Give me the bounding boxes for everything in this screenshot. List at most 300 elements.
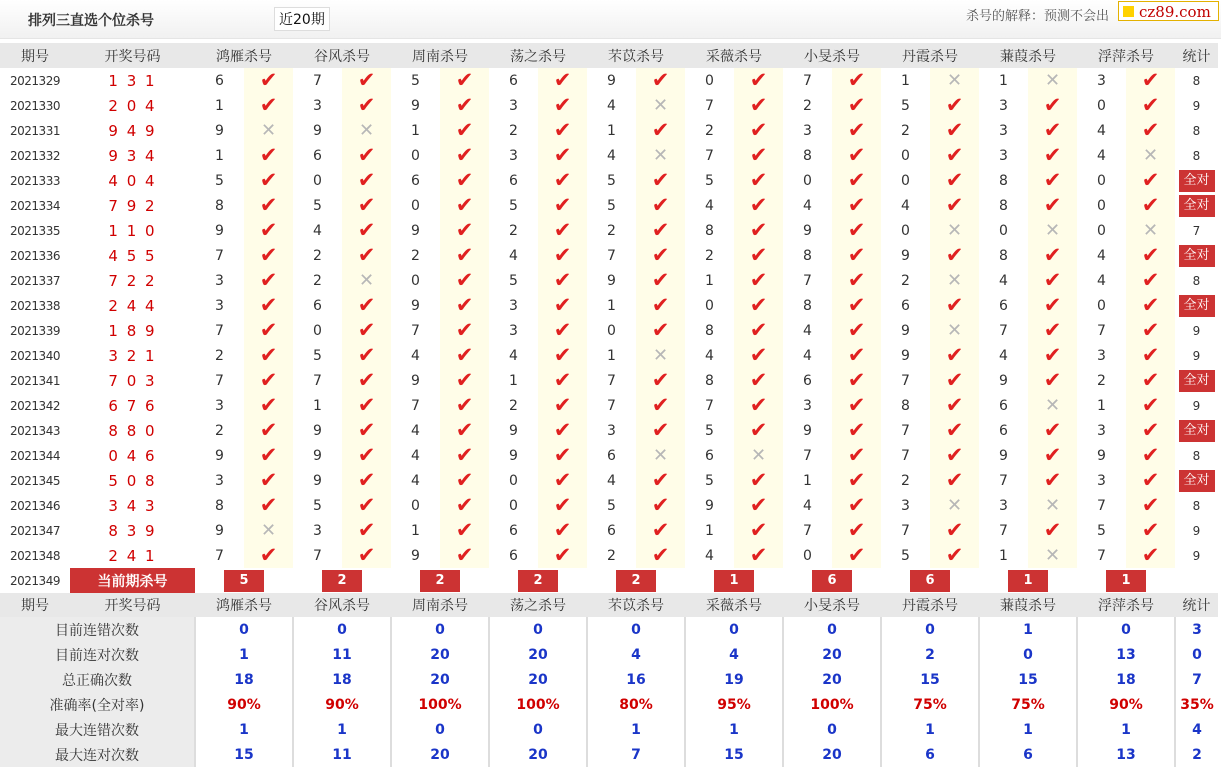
kill-pick: 4	[411, 347, 420, 364]
check-mark-icon: ✔	[357, 368, 376, 392]
check-mark-icon: ✔	[1141, 193, 1160, 217]
summary-row	[0, 742, 1218, 767]
kill-pick: 9	[411, 97, 420, 114]
check-mark-icon: ✔	[749, 118, 768, 142]
check-mark-icon: ✔	[651, 118, 670, 142]
check-mark-icon: ✔	[553, 443, 572, 467]
kill-pick: 0	[901, 222, 910, 239]
pick-result	[538, 468, 587, 493]
cross-mark-icon: ✕	[1044, 219, 1061, 241]
kill-pick: 1	[509, 372, 518, 389]
column-header-period: 期号	[0, 43, 70, 68]
pick-result	[244, 493, 293, 518]
current-kill-number: 5	[224, 570, 264, 592]
kill-pick: 0	[411, 147, 420, 164]
check-mark-icon: ✔	[1141, 368, 1160, 392]
pick-result	[832, 268, 881, 293]
check-mark-icon: ✔	[1141, 393, 1160, 417]
summary-stat: 3	[1175, 617, 1218, 642]
table-row	[0, 443, 1218, 468]
summary-value: 20	[489, 642, 587, 667]
period-number: 2021333	[10, 173, 60, 188]
kill-pick: 4	[411, 447, 420, 464]
check-mark-icon: ✔	[749, 318, 768, 342]
row-stat: 8	[1192, 273, 1201, 288]
pick-result	[636, 168, 685, 193]
pick-result	[244, 243, 293, 268]
summary-value: 1	[1077, 717, 1175, 742]
pick-result	[538, 118, 587, 143]
summary-value: 100%	[391, 692, 489, 717]
kill-pick: 9	[607, 72, 616, 89]
check-mark-icon: ✔	[259, 443, 278, 467]
pick-result	[832, 218, 881, 243]
column-header-expert: 浮萍杀号	[1077, 43, 1175, 68]
kill-pick: 6	[607, 447, 616, 464]
pick-result	[734, 193, 783, 218]
kill-pick: 1	[215, 97, 224, 114]
pick-result	[244, 218, 293, 243]
kill-pick: 4	[313, 222, 322, 239]
check-mark-icon: ✔	[945, 543, 964, 567]
check-mark-icon: ✔	[1043, 318, 1062, 342]
kill-pick: 1	[411, 522, 420, 539]
pick-result	[1126, 518, 1175, 543]
pick-result	[930, 393, 979, 418]
summary-value: 0	[195, 617, 293, 642]
pick-result	[832, 543, 881, 568]
pick-result	[1028, 493, 1077, 518]
pick-result	[440, 143, 489, 168]
check-mark-icon: ✔	[847, 218, 866, 242]
summary-value: 20	[391, 642, 489, 667]
current-kill-number: 6	[812, 570, 852, 592]
summary-value: 4	[685, 642, 783, 667]
kill-pick: 4	[411, 472, 420, 489]
kill-pick: 0	[705, 297, 714, 314]
pick-result	[930, 243, 979, 268]
check-mark-icon: ✔	[1141, 418, 1160, 442]
kill-pick: 7	[999, 472, 1008, 489]
pick-result	[440, 368, 489, 393]
pick-result	[342, 443, 391, 468]
kill-pick: 2	[901, 472, 910, 489]
kill-pick: 4	[1097, 122, 1106, 139]
check-mark-icon: ✔	[749, 243, 768, 267]
kill-pick: 9	[215, 447, 224, 464]
check-mark-icon: ✔	[847, 268, 866, 292]
summary-value: 0	[391, 717, 489, 742]
check-mark-icon: ✔	[847, 118, 866, 142]
kill-pick: 3	[1097, 472, 1106, 489]
cross-mark-icon: ✕	[946, 269, 963, 291]
kill-pick: 7	[607, 372, 616, 389]
kill-pick: 4	[509, 247, 518, 264]
pick-result	[930, 293, 979, 318]
summary-value: 1	[979, 717, 1077, 742]
column-header-expert: 荡之杀号	[489, 593, 587, 617]
pick-result	[636, 393, 685, 418]
draw-number: 8 8 0	[108, 421, 157, 440]
check-mark-icon: ✔	[553, 68, 572, 92]
check-mark-icon: ✔	[357, 518, 376, 542]
check-mark-icon: ✔	[749, 68, 768, 92]
pick-result	[538, 168, 587, 193]
kill-pick: 9	[411, 222, 420, 239]
check-mark-icon: ✔	[455, 443, 474, 467]
kill-number-explanation: 杀号的解释：预测不会出	[966, 9, 1110, 24]
pick-result	[734, 443, 783, 468]
kill-pick: 5	[901, 97, 910, 114]
check-mark-icon: ✔	[945, 168, 964, 192]
check-mark-icon: ✔	[357, 93, 376, 117]
pick-result	[538, 318, 587, 343]
pick-result	[734, 268, 783, 293]
period-number: 2021348	[10, 548, 60, 563]
pick-result	[342, 243, 391, 268]
draw-number: 2 4 1	[108, 546, 157, 565]
table-row	[0, 293, 1218, 318]
pick-result	[244, 468, 293, 493]
pick-result	[636, 143, 685, 168]
column-header-expert: 小旻杀号	[783, 593, 881, 617]
summary-value: 15	[881, 667, 979, 692]
draw-number: 1 8 9	[108, 321, 157, 340]
kill-pick: 1	[215, 147, 224, 164]
pick-result	[440, 318, 489, 343]
check-mark-icon: ✔	[357, 468, 376, 492]
pick-result	[1126, 218, 1175, 243]
pick-result	[440, 543, 489, 568]
current-stat-empty	[1175, 568, 1218, 593]
pick-result	[734, 68, 783, 93]
pick-result	[636, 468, 685, 493]
pick-result	[342, 368, 391, 393]
summary-value: 0	[587, 617, 685, 642]
check-mark-icon: ✔	[553, 318, 572, 342]
kill-pick: 4	[1097, 272, 1106, 289]
check-mark-icon: ✔	[455, 493, 474, 517]
kill-pick: 4	[509, 347, 518, 364]
current-kill-number: 2	[420, 570, 460, 592]
pick-result	[440, 118, 489, 143]
period-number: 2021337	[10, 273, 60, 288]
column-header-stat: 统计	[1175, 593, 1218, 617]
check-mark-icon: ✔	[553, 243, 572, 267]
kill-pick: 9	[509, 422, 518, 439]
kill-pick: 1	[411, 122, 420, 139]
pick-result	[832, 468, 881, 493]
check-mark-icon: ✔	[651, 418, 670, 442]
kill-pick: 1	[607, 122, 616, 139]
kill-pick: 8	[999, 197, 1008, 214]
pick-result	[734, 143, 783, 168]
summary-value: 0	[881, 617, 979, 642]
current-kill-cell	[1077, 568, 1175, 593]
check-mark-icon: ✔	[651, 468, 670, 492]
pick-result	[440, 268, 489, 293]
check-mark-icon: ✔	[259, 93, 278, 117]
kill-pick: 6	[509, 522, 518, 539]
kill-pick: 2	[705, 247, 714, 264]
pick-result	[342, 518, 391, 543]
row-stat: 8	[1192, 148, 1201, 163]
table-body	[0, 68, 1218, 767]
check-mark-icon: ✔	[847, 318, 866, 342]
check-mark-icon: ✔	[1141, 93, 1160, 117]
kill-pick: 7	[803, 272, 812, 289]
kill-pick: 8	[803, 297, 812, 314]
kill-pick: 6	[313, 147, 322, 164]
all-correct-badge: 全对	[1179, 195, 1215, 217]
summary-value: 15	[979, 667, 1077, 692]
period-range-select[interactable]: 近20期	[274, 7, 330, 31]
current-kill-number: 6	[910, 570, 950, 592]
kill-pick: 2	[313, 272, 322, 289]
pick-result	[342, 343, 391, 368]
pick-result	[636, 193, 685, 218]
summary-value: 75%	[881, 692, 979, 717]
table-row	[0, 368, 1218, 393]
pick-result	[440, 443, 489, 468]
pick-result	[832, 318, 881, 343]
kill-pick: 3	[313, 97, 322, 114]
summary-value: 1	[979, 617, 1077, 642]
column-header-expert: 蒹葭杀号	[979, 43, 1077, 68]
check-mark-icon: ✔	[749, 293, 768, 317]
check-mark-icon: ✔	[651, 193, 670, 217]
kill-pick: 9	[901, 322, 910, 339]
kill-pick: 5	[607, 497, 616, 514]
check-mark-icon: ✔	[553, 368, 572, 392]
summary-value: 20	[391, 667, 489, 692]
pick-result	[636, 493, 685, 518]
check-mark-icon: ✔	[1043, 293, 1062, 317]
kill-pick: 6	[999, 422, 1008, 439]
summary-value: 90%	[293, 692, 391, 717]
kill-pick: 0	[313, 172, 322, 189]
all-correct-badge: 全对	[1179, 370, 1215, 392]
check-mark-icon: ✔	[1141, 118, 1160, 142]
pick-result	[930, 368, 979, 393]
summary-label: 准确率(全对率)	[0, 692, 195, 717]
row-stat	[1175, 293, 1218, 318]
period-number: 2021335	[10, 223, 60, 238]
pick-result	[244, 418, 293, 443]
check-mark-icon: ✔	[847, 143, 866, 167]
pick-result	[734, 93, 783, 118]
check-mark-icon: ✔	[945, 468, 964, 492]
pick-result	[538, 293, 587, 318]
kill-pick: 9	[999, 372, 1008, 389]
kill-pick: 3	[313, 522, 322, 539]
kill-pick: 8	[803, 147, 812, 164]
pick-result	[1126, 493, 1175, 518]
column-header-expert: 鸿雁杀号	[195, 593, 293, 617]
pick-result	[440, 193, 489, 218]
table-row	[0, 243, 1218, 268]
all-correct-badge: 全对	[1179, 470, 1215, 492]
header-row	[0, 43, 1218, 68]
summary-label: 最大连错次数	[0, 717, 195, 742]
summary-value: 4	[587, 642, 685, 667]
column-header-expert: 芣苡杀号	[587, 593, 685, 617]
table-row	[0, 93, 1218, 118]
cross-mark-icon: ✕	[358, 269, 375, 291]
check-mark-icon: ✔	[455, 268, 474, 292]
draw-number: 4 0 4	[108, 171, 157, 190]
pick-result	[1028, 318, 1077, 343]
check-mark-icon: ✔	[553, 193, 572, 217]
check-mark-icon: ✔	[1043, 418, 1062, 442]
kill-pick: 1	[999, 72, 1008, 89]
pick-result	[538, 243, 587, 268]
check-mark-icon: ✔	[455, 243, 474, 267]
kill-pick: 9	[607, 272, 616, 289]
row-stat: 9	[1192, 323, 1201, 338]
kill-pick: 2	[509, 397, 518, 414]
summary-row	[0, 617, 1218, 642]
draw-number: 5 0 8	[108, 471, 157, 490]
summary-value: 2	[881, 642, 979, 667]
summary-value: 95%	[685, 692, 783, 717]
check-mark-icon: ✔	[259, 193, 278, 217]
pick-result	[1126, 168, 1175, 193]
pick-result	[1126, 143, 1175, 168]
check-mark-icon: ✔	[945, 368, 964, 392]
pick-result	[734, 343, 783, 368]
summary-label: 目前连错次数	[0, 617, 195, 642]
kill-pick: 7	[705, 397, 714, 414]
check-mark-icon: ✔	[259, 493, 278, 517]
pick-result	[636, 268, 685, 293]
check-mark-icon: ✔	[847, 243, 866, 267]
cross-mark-icon: ✕	[652, 144, 669, 166]
period-number: 2021341	[10, 373, 60, 388]
summary-value: 7	[587, 742, 685, 767]
table-row	[0, 318, 1218, 343]
kill-pick: 3	[509, 297, 518, 314]
summary-value: 6	[979, 742, 1077, 767]
kill-pick: 6	[901, 297, 910, 314]
check-mark-icon: ✔	[455, 93, 474, 117]
check-mark-icon: ✔	[749, 268, 768, 292]
kill-pick: 0	[1097, 197, 1106, 214]
kill-pick: 4	[803, 347, 812, 364]
check-mark-icon: ✔	[847, 343, 866, 367]
check-mark-icon: ✔	[847, 293, 866, 317]
pick-result	[1028, 268, 1077, 293]
pick-result	[930, 218, 979, 243]
summary-value: 20	[391, 742, 489, 767]
pick-result	[342, 118, 391, 143]
column-header-expert: 丹霞杀号	[881, 43, 979, 68]
check-mark-icon: ✔	[651, 168, 670, 192]
pick-result	[440, 218, 489, 243]
check-mark-icon: ✔	[945, 418, 964, 442]
pick-result	[538, 143, 587, 168]
check-mark-icon: ✔	[357, 168, 376, 192]
summary-value: 20	[783, 667, 881, 692]
pick-result	[1126, 93, 1175, 118]
pick-result	[538, 218, 587, 243]
check-mark-icon: ✔	[357, 293, 376, 317]
pick-result	[244, 343, 293, 368]
check-mark-icon: ✔	[455, 518, 474, 542]
summary-value: 0	[685, 617, 783, 642]
check-mark-icon: ✔	[651, 218, 670, 242]
pick-result	[440, 243, 489, 268]
check-mark-icon: ✔	[1141, 518, 1160, 542]
check-mark-icon: ✔	[357, 243, 376, 267]
summary-value: 11	[293, 642, 391, 667]
check-mark-icon: ✔	[357, 68, 376, 92]
row-stat	[1175, 418, 1218, 443]
kill-pick: 6	[509, 172, 518, 189]
pick-result	[538, 443, 587, 468]
check-mark-icon: ✔	[455, 418, 474, 442]
table-row	[0, 393, 1218, 418]
pick-result	[342, 393, 391, 418]
kill-pick: 6	[411, 172, 420, 189]
row-stat: 7	[1192, 223, 1201, 238]
pick-result	[1126, 268, 1175, 293]
summary-value: 80%	[587, 692, 685, 717]
kill-pick: 9	[1097, 447, 1106, 464]
column-header-expert: 采薇杀号	[685, 593, 783, 617]
check-mark-icon: ✔	[455, 218, 474, 242]
period-number: 2021340	[10, 348, 60, 363]
pick-result	[832, 293, 881, 318]
pick-result	[1126, 243, 1175, 268]
pick-result	[1028, 218, 1077, 243]
summary-value: 0	[1077, 617, 1175, 642]
site-logo[interactable]	[1118, 1, 1219, 21]
pick-result	[244, 93, 293, 118]
draw-number: 8 3 9	[108, 521, 157, 540]
kill-pick: 7	[215, 322, 224, 339]
pick-result	[832, 493, 881, 518]
check-mark-icon: ✔	[847, 368, 866, 392]
period-number: 2021345	[10, 473, 60, 488]
kill-pick: 9	[411, 297, 420, 314]
table-row	[0, 543, 1218, 568]
pick-result	[1126, 418, 1175, 443]
kill-pick: 4	[901, 197, 910, 214]
row-stat: 9	[1192, 98, 1201, 113]
kill-pick: 7	[215, 372, 224, 389]
row-stat	[1175, 243, 1218, 268]
kill-pick: 3	[509, 97, 518, 114]
kill-pick: 1	[313, 397, 322, 414]
kill-pick: 0	[1097, 97, 1106, 114]
row-stat	[1175, 193, 1218, 218]
check-mark-icon: ✔	[259, 168, 278, 192]
kill-pick: 6	[509, 547, 518, 564]
check-mark-icon: ✔	[1141, 493, 1160, 517]
draw-number: 9 4 9	[108, 121, 157, 140]
summary-value: 1	[293, 717, 391, 742]
check-mark-icon: ✔	[455, 168, 474, 192]
summary-value: 90%	[195, 692, 293, 717]
kill-pick: 6	[313, 297, 322, 314]
check-mark-icon: ✔	[259, 318, 278, 342]
pick-result	[734, 293, 783, 318]
pick-result	[538, 343, 587, 368]
pick-result	[342, 543, 391, 568]
pick-result	[636, 118, 685, 143]
summary-stat: 7	[1175, 667, 1218, 692]
